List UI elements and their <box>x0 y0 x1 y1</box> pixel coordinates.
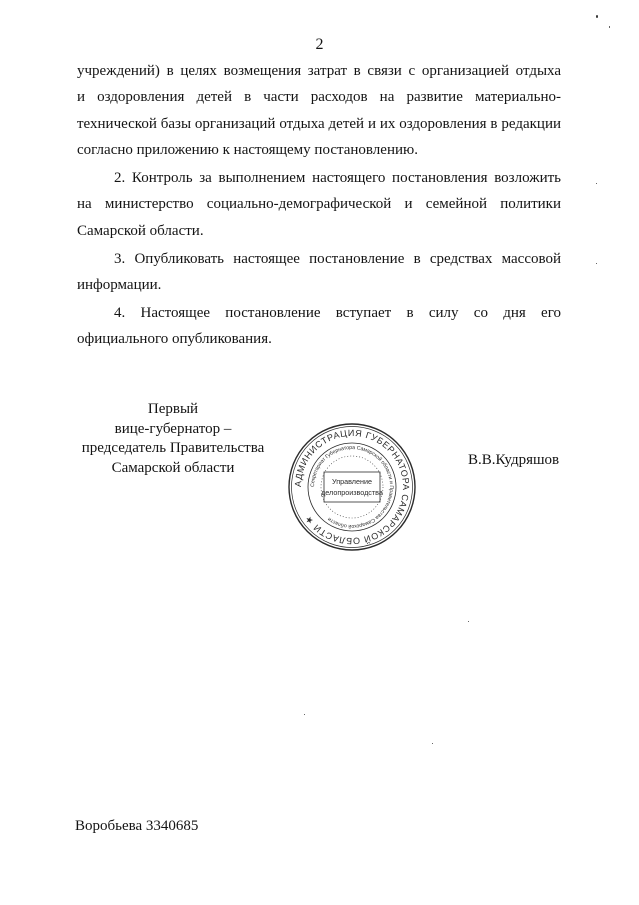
position-line: вице-губернатор – <box>114 420 232 437</box>
position-line: Первый <box>147 401 199 417</box>
body-line: технической базы организаций отдыха детей и их оздоровления в редакции <box>77 115 561 132</box>
position-line: председатель Правительства <box>81 440 265 457</box>
seal-outer-text: АДМИНИСТРАЦИЯ ГУБЕРНАТОРА САМАРСКОЙ ОБЛАСТИ ★ <box>292 427 412 547</box>
executor-contact: Воробьева 3340685 <box>75 818 199 834</box>
seal-inner-text: Секретариат Губернатора Самарской области и Правительства Самарской области <box>309 444 395 530</box>
body-line: 3. Опубликовать настоящее постановление в средствах массовой <box>114 250 561 267</box>
body-line: 4. Настоящее постановление вступает в силу со дня его <box>114 305 561 322</box>
body-line: 2. Контроль за выполнением настоящего постановления возложить <box>114 170 561 187</box>
body-line: на министерство социально-демографической и семейной политики <box>77 196 561 213</box>
position-line: Самарской области <box>111 459 235 476</box>
scan-speck <box>596 263 597 264</box>
scan-speck <box>304 714 305 715</box>
scan-speck <box>596 183 597 184</box>
body-line: учреждений) в целях возмещения затрат в связи с организацией отдыха <box>77 63 561 79</box>
scan-speck <box>432 743 433 744</box>
body-line: согласно приложению к настоящему постановлению. <box>77 142 418 159</box>
body-line: официального опубликования. <box>77 331 272 348</box>
page-number: 2 <box>315 36 324 53</box>
body-line: и оздоровления детей в части расходов на развитие материально- <box>77 89 561 106</box>
body-line: информации. <box>77 277 162 294</box>
seal-center-line: Управление <box>332 477 372 486</box>
document-body <box>77 58 561 353</box>
seal-center-line: делопроизводства <box>321 488 383 497</box>
body-line: Самарской области. <box>77 222 204 239</box>
signatory-name: В.В.Кудряшов <box>468 452 560 468</box>
official-seal-stamp <box>287 422 417 552</box>
signatory-position <box>76 400 270 478</box>
scan-speck <box>609 26 610 28</box>
scan-speck <box>468 621 469 622</box>
scan-speck <box>596 15 598 18</box>
